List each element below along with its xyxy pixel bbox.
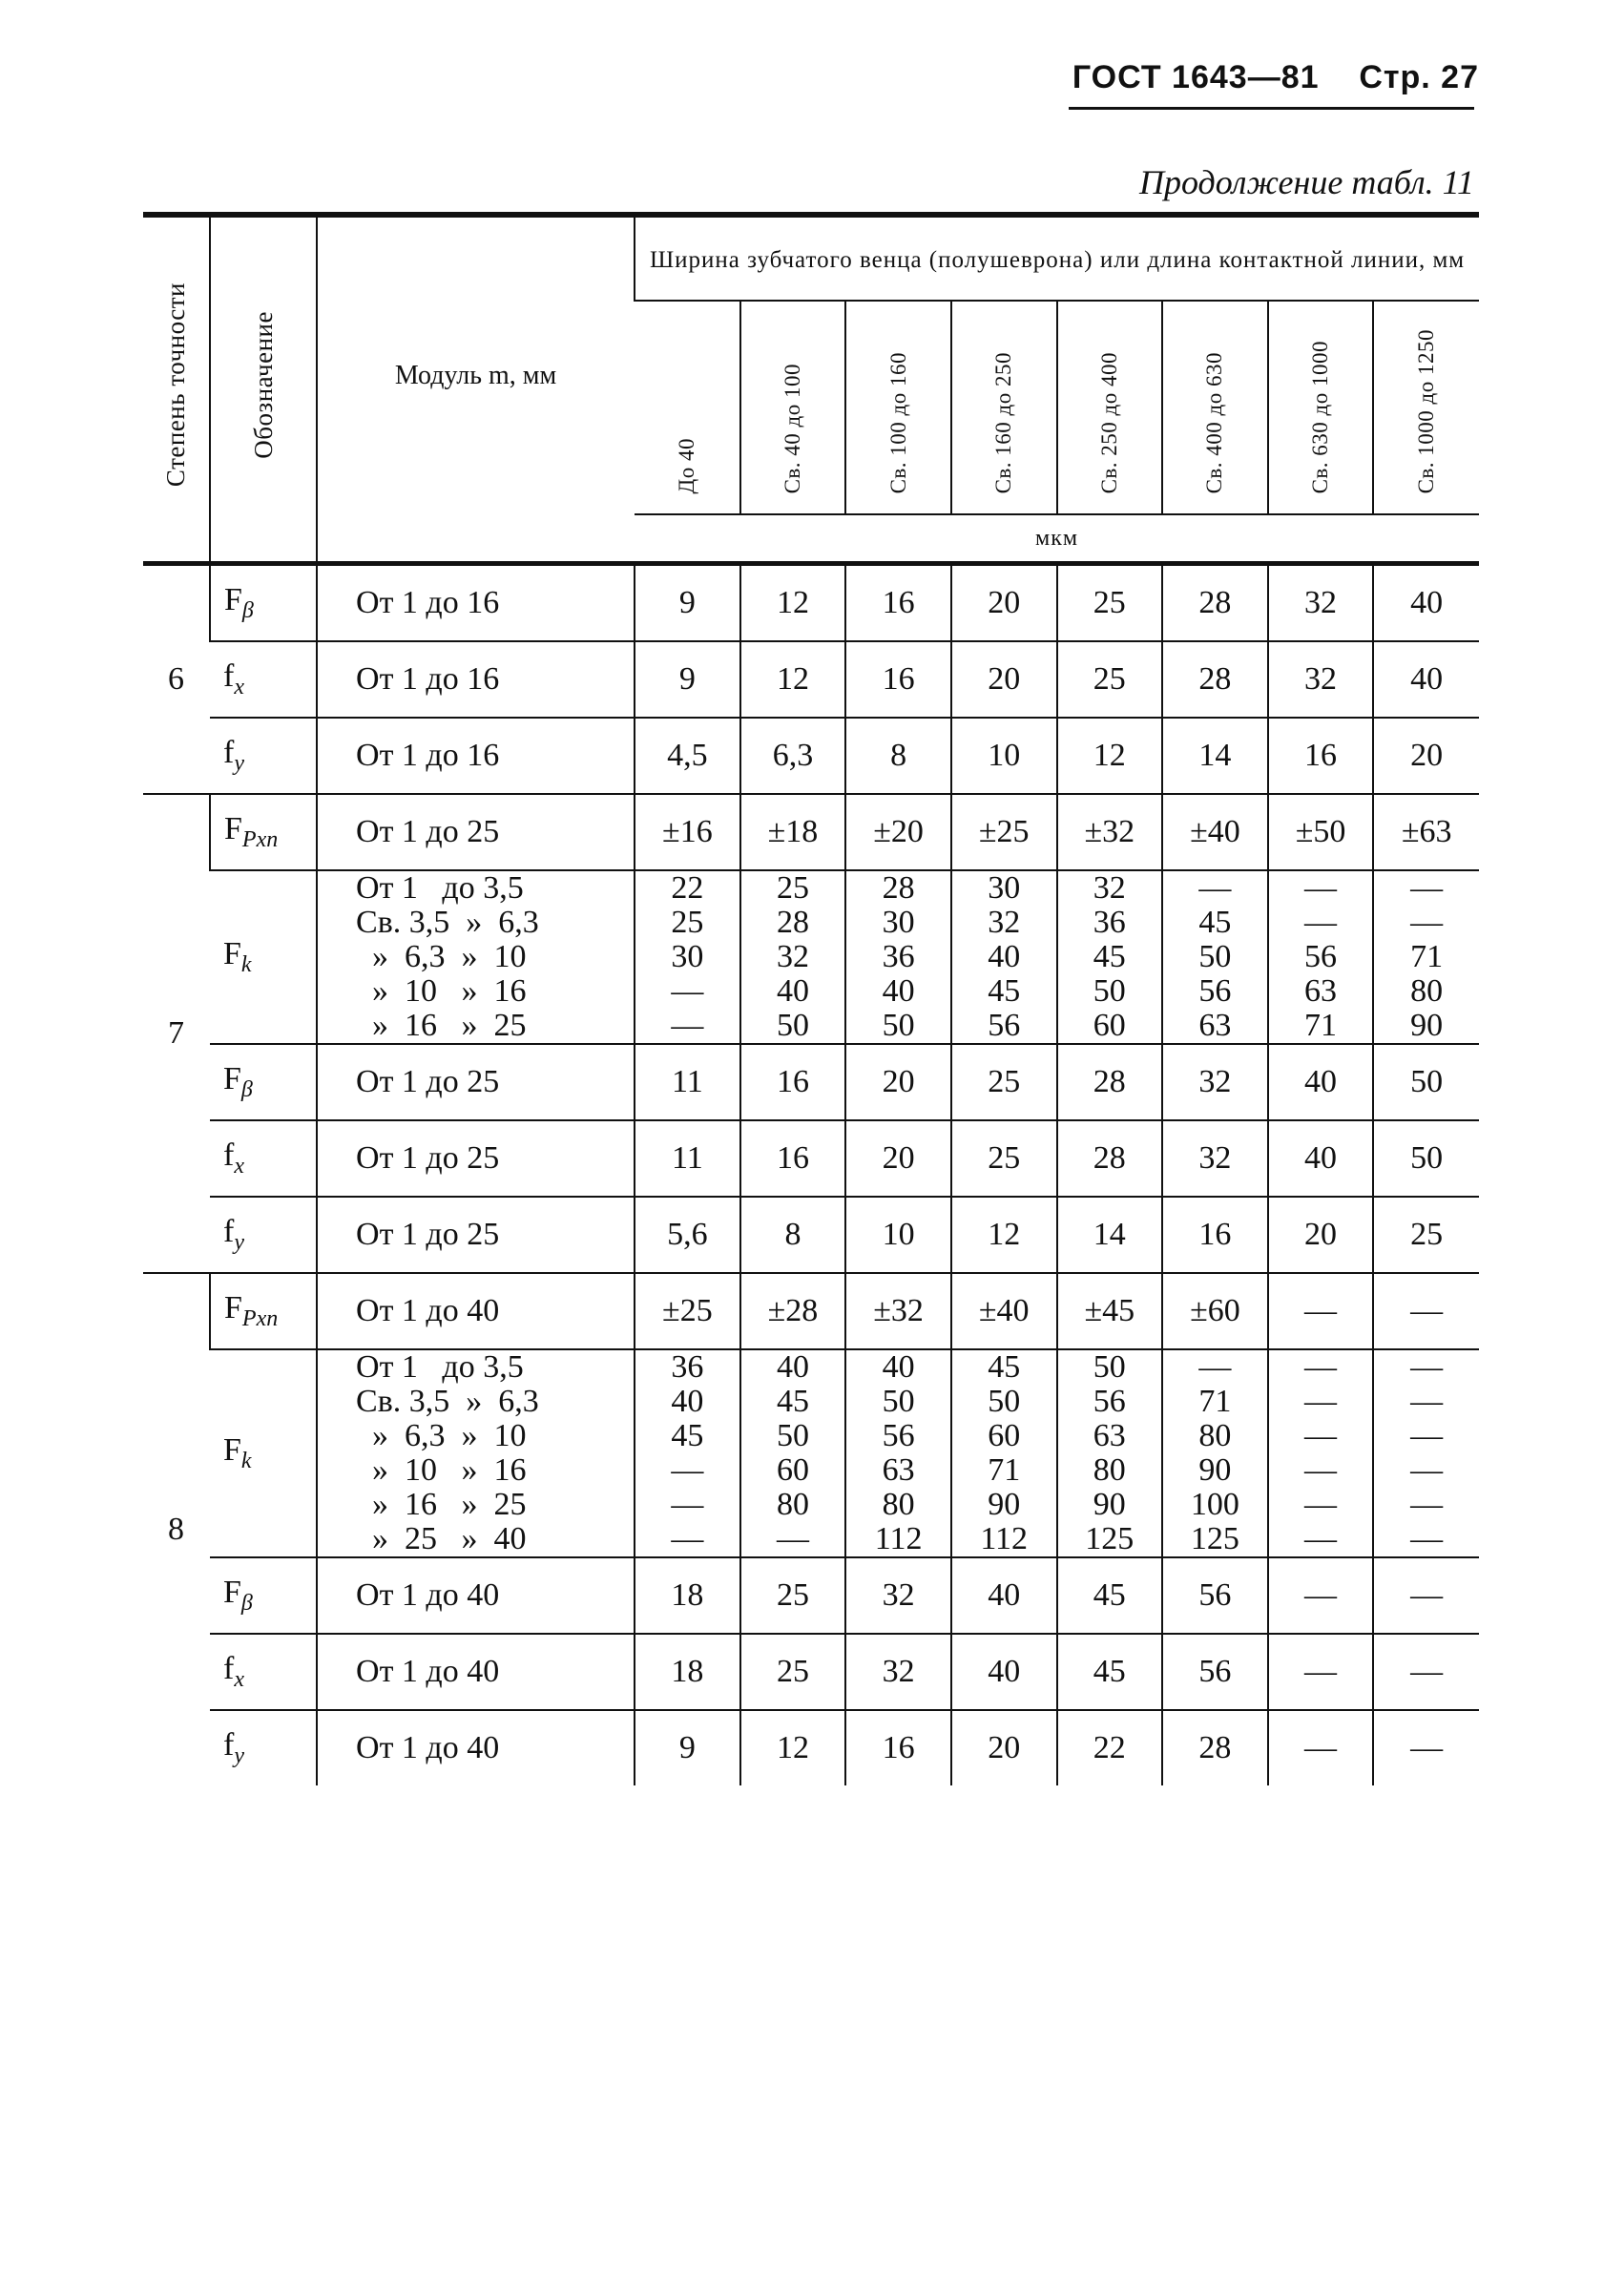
symbol-subscript: x	[234, 674, 244, 699]
value-cell: ±40	[951, 1273, 1057, 1349]
symbol-subscript: x	[234, 1153, 244, 1179]
symbol-cell	[210, 1120, 317, 1197]
value-cell: — 71 80 90 100 125	[1162, 1349, 1268, 1557]
header-symbol	[210, 215, 317, 564]
value-cell: 32	[845, 1634, 951, 1710]
header-width-group-label: Ширина зубчатого венца (полушеврона) или длина контактной линии, мм	[649, 247, 1466, 273]
value-cell: 32	[1268, 564, 1374, 642]
value-cell: 25 28 32 40 50	[740, 870, 846, 1044]
value-cell: 10	[845, 1197, 951, 1273]
symbol-cell	[210, 1044, 317, 1120]
header-width-col-label: Св. 1000 до 1250	[1414, 328, 1439, 493]
table-row	[143, 794, 1479, 870]
value-cell: 20	[1268, 1197, 1374, 1273]
page-header	[1059, 59, 1479, 102]
header-width-col-label: До 40	[674, 437, 698, 493]
value-cell: 25	[951, 1044, 1057, 1120]
grade-cell: 6	[143, 564, 210, 795]
table-row	[143, 1197, 1479, 1273]
table-continuation-caption: Продолжение табл. 11	[1138, 163, 1474, 201]
value-cell: 50	[1373, 1120, 1479, 1197]
value-cell: 40	[1373, 641, 1479, 718]
value-cell: 16	[740, 1044, 846, 1120]
table-row	[143, 1710, 1479, 1785]
module-cell: От 1 до 25	[317, 794, 635, 870]
value-cell: — — — — — —	[1373, 1349, 1479, 1557]
grade-cell: 8	[143, 1273, 210, 1785]
value-cell: 40 50 56 63 80 112	[845, 1349, 951, 1557]
value-cell: 18	[635, 1557, 740, 1634]
symbol-subscript: β	[240, 1590, 253, 1616]
value-cell: ±32	[1057, 794, 1163, 870]
value-cell: 56	[1162, 1557, 1268, 1634]
header-width-col-label: Св. 160 до 250	[991, 351, 1016, 493]
module-cell: От 1 до 40	[317, 1557, 635, 1634]
value-cell: 56	[1162, 1634, 1268, 1710]
header-module-label: Модуль m, мм	[394, 361, 557, 390]
value-cell: 22 25 30 — —	[635, 870, 740, 1044]
value-cell: 6,3	[740, 718, 846, 794]
value-cell: 25	[1057, 641, 1163, 718]
value-cell: 16	[1268, 718, 1374, 794]
value-cell: 10	[951, 718, 1057, 794]
header-rule	[1069, 107, 1474, 110]
value-cell: 4,5	[635, 718, 740, 794]
value-cell: 22	[1057, 1710, 1163, 1785]
value-cell: ±28	[740, 1273, 846, 1349]
value-cell: —	[1268, 1634, 1374, 1710]
symbol-base: F	[223, 1432, 241, 1469]
symbol-subscript: k	[240, 951, 252, 977]
value-cell: 25	[1057, 564, 1163, 642]
value-cell: 50 56 63 80 90 125	[1057, 1349, 1163, 1557]
value-cell: 40	[951, 1634, 1057, 1710]
table-row	[143, 870, 1479, 1044]
value-cell: 32	[1268, 641, 1374, 718]
value-cell: —	[1268, 1273, 1374, 1349]
value-cell: ±50	[1268, 794, 1374, 870]
header-grade-label: Степень точности	[161, 282, 190, 488]
value-cell: 32	[845, 1557, 951, 1634]
value-cell: 12	[740, 564, 846, 642]
value-cell: 12	[1057, 718, 1163, 794]
value-cell: 16	[845, 641, 951, 718]
value-cell: 25	[740, 1557, 846, 1634]
value-cell: 16	[845, 1710, 951, 1785]
header-width-col-label: Св. 250 до 400	[1096, 351, 1121, 493]
module-cell: От 1 до 40	[317, 1273, 635, 1349]
value-cell: —	[1373, 1273, 1479, 1349]
value-cell: ±25	[951, 794, 1057, 870]
header-width-col-label: Св. 400 до 630	[1202, 351, 1227, 493]
table-row	[143, 1557, 1479, 1634]
symbol-base: F	[224, 811, 242, 847]
value-cell: 20	[1373, 718, 1479, 794]
grade-cell: 7	[143, 794, 210, 1273]
header-width-col	[1162, 301, 1268, 514]
header-width-col	[1373, 301, 1479, 514]
value-cell: — — 71 80 90	[1373, 870, 1479, 1044]
value-cell: —	[1268, 1557, 1374, 1634]
symbol-cell	[210, 794, 317, 870]
module-cell: От 1 до 40	[317, 1634, 635, 1710]
symbol-cell	[210, 718, 317, 794]
value-cell: 20	[845, 1120, 951, 1197]
symbol-cell	[210, 1634, 317, 1710]
symbol-base: f	[223, 1214, 235, 1250]
value-cell: ±16	[635, 794, 740, 870]
symbol-cell	[210, 1349, 317, 1557]
value-cell: 20	[951, 564, 1057, 642]
value-cell: 8	[740, 1197, 846, 1273]
symbol-base: F	[224, 582, 242, 618]
table-row	[143, 1634, 1479, 1710]
header-width-col	[1268, 301, 1374, 514]
value-cell: ±63	[1373, 794, 1479, 870]
header-width-col	[635, 301, 740, 514]
value-cell: 12	[740, 1710, 846, 1785]
symbol-subscript: β	[241, 597, 254, 623]
module-cell: От 1 до 3,5 Св. 3,5 » 6,3 » 6,3 » 10 » 10 » 16 » 16 » 25	[317, 870, 635, 1044]
value-cell: 30 32 40 45 56	[951, 870, 1057, 1044]
value-cell: 40 45 50 60 80 —	[740, 1349, 846, 1557]
header-width-col-label: Св. 40 до 100	[780, 363, 804, 493]
symbol-base: f	[223, 1138, 235, 1174]
value-cell: — 45 50 56 63	[1162, 870, 1268, 1044]
value-cell: 12	[740, 641, 846, 718]
value-cell: 20	[951, 641, 1057, 718]
table-row	[143, 1044, 1479, 1120]
symbol-base: f	[223, 1727, 235, 1764]
value-cell: 20	[951, 1710, 1057, 1785]
value-cell: 9	[635, 1710, 740, 1785]
header-width-col-label: Св. 100 до 160	[885, 351, 910, 493]
symbol-cell	[210, 564, 317, 642]
value-cell: 28	[1162, 1710, 1268, 1785]
value-cell: 8	[845, 718, 951, 794]
module-cell: От 1 до 16	[317, 564, 635, 642]
module-cell: От 1 до 16	[317, 718, 635, 794]
value-cell: 18	[635, 1634, 740, 1710]
value-cell: — — 56 63 71	[1268, 870, 1374, 1044]
unit-label: мкм	[1035, 525, 1079, 551]
symbol-cell	[210, 1710, 317, 1785]
symbol-subscript: y	[234, 1229, 244, 1255]
header-width-col	[1057, 301, 1163, 514]
header-width-group	[635, 215, 1479, 301]
value-cell: 16	[1162, 1197, 1268, 1273]
symbol-base: F	[223, 1575, 241, 1611]
header-width-col	[740, 301, 846, 514]
header-symbol-label: Обозначение	[248, 311, 278, 459]
symbol-cell	[210, 641, 317, 718]
value-cell: —	[1373, 1634, 1479, 1710]
value-cell: 28	[1057, 1044, 1163, 1120]
value-cell: 14	[1162, 718, 1268, 794]
symbol-subscript: y	[234, 1743, 244, 1768]
header-width-col-label: Св. 630 до 1000	[1308, 340, 1333, 493]
symbol-base: f	[223, 735, 235, 771]
value-cell: 28	[1162, 641, 1268, 718]
value-cell: ±20	[845, 794, 951, 870]
value-cell: ±32	[845, 1273, 951, 1349]
table-body	[143, 564, 1479, 1786]
table-header	[143, 215, 1479, 564]
symbol-subscript: x	[234, 1666, 244, 1692]
value-cell: 40	[1373, 564, 1479, 642]
value-cell: ±40	[1162, 794, 1268, 870]
value-cell: 5,6	[635, 1197, 740, 1273]
module-cell: От 1 до 3,5 Св. 3,5 » 6,3 » 6,3 » 10 » 10 » 16 » 16 » 25 » 25 » 40	[317, 1349, 635, 1557]
module-cell: От 1 до 25	[317, 1120, 635, 1197]
page-number: Стр. 27	[1359, 59, 1479, 95]
value-cell: 50	[1373, 1044, 1479, 1120]
value-cell: 45 50 60 71 90 112	[951, 1349, 1057, 1557]
value-cell: 36 40 45 — — —	[635, 1349, 740, 1557]
value-cell: ±25	[635, 1273, 740, 1349]
value-cell: 32 36 45 50 60	[1057, 870, 1163, 1044]
value-cell: ±60	[1162, 1273, 1268, 1349]
value-cell: 45	[1057, 1634, 1163, 1710]
symbol-subscript: Pxn	[241, 1305, 279, 1331]
symbol-cell	[210, 1273, 317, 1349]
value-cell: 40	[1268, 1120, 1374, 1197]
value-cell: 11	[635, 1044, 740, 1120]
tolerance-table	[143, 212, 1479, 1785]
value-cell: —	[1373, 1557, 1479, 1634]
table-row	[143, 564, 1479, 642]
value-cell: 28 30 36 40 50	[845, 870, 951, 1044]
value-cell: 11	[635, 1120, 740, 1197]
value-cell: 14	[1057, 1197, 1163, 1273]
symbol-subscript: Pxn	[241, 826, 279, 852]
value-cell: 9	[635, 641, 740, 718]
symbol-cell	[210, 870, 317, 1044]
value-cell: —	[1373, 1710, 1479, 1785]
module-cell: От 1 до 16	[317, 641, 635, 718]
value-cell: ±18	[740, 794, 846, 870]
symbol-subscript: k	[240, 1448, 252, 1473]
symbol-subscript: y	[234, 750, 244, 776]
module-cell: От 1 до 25	[317, 1197, 635, 1273]
symbol-base: f	[223, 1651, 235, 1687]
symbol-base: F	[223, 1061, 241, 1097]
value-cell: ±45	[1057, 1273, 1163, 1349]
value-cell: 16	[845, 564, 951, 642]
value-cell: 9	[635, 564, 740, 642]
header-module	[317, 215, 635, 564]
symbol-base: F	[224, 1290, 242, 1326]
value-cell: 32	[1162, 1044, 1268, 1120]
symbol-base: f	[223, 658, 235, 695]
table-row	[143, 1120, 1479, 1197]
module-cell: От 1 до 40	[317, 1710, 635, 1785]
value-cell: 25	[740, 1634, 846, 1710]
header-width-col	[845, 301, 951, 514]
table-row	[143, 718, 1479, 794]
value-cell: 28	[1057, 1120, 1163, 1197]
value-cell: 12	[951, 1197, 1057, 1273]
value-cell: 40	[1268, 1044, 1374, 1120]
symbol-subscript: β	[240, 1076, 253, 1102]
symbol-cell	[210, 1197, 317, 1273]
symbol-base: F	[223, 936, 241, 972]
value-cell: —	[1268, 1710, 1374, 1785]
table-row	[143, 1349, 1479, 1557]
value-cell: 25	[1373, 1197, 1479, 1273]
header-width-col	[951, 301, 1057, 514]
value-cell: 40	[951, 1557, 1057, 1634]
header-grade	[143, 215, 210, 564]
value-cell: 16	[740, 1120, 846, 1197]
value-cell: — — — — — —	[1268, 1349, 1374, 1557]
symbol-cell	[210, 1557, 317, 1634]
value-cell: 32	[1162, 1120, 1268, 1197]
table-row	[143, 641, 1479, 718]
module-cell: От 1 до 25	[317, 1044, 635, 1120]
value-cell: 25	[951, 1120, 1057, 1197]
header-unit	[635, 514, 1479, 564]
value-cell: 20	[845, 1044, 951, 1120]
standard-number: ГОСТ 1643—81	[1072, 59, 1320, 95]
value-cell: 45	[1057, 1557, 1163, 1634]
value-cell: 28	[1162, 564, 1268, 642]
table-row	[143, 1273, 1479, 1349]
